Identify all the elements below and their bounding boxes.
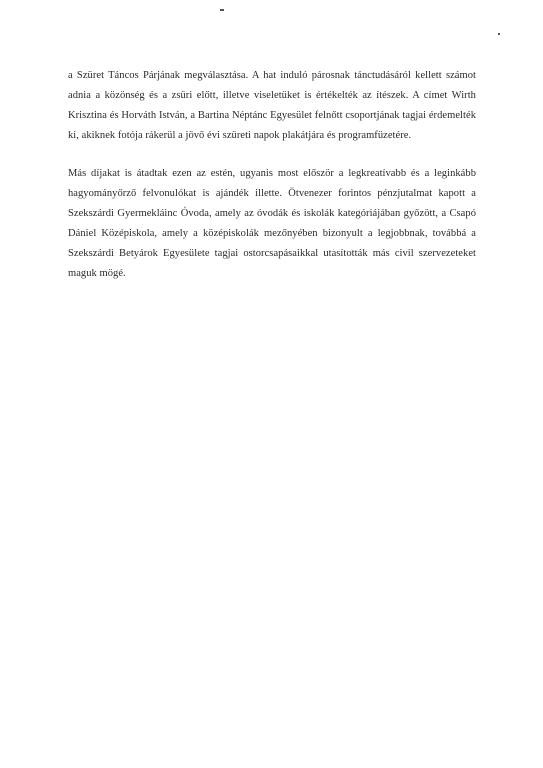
paragraph-2-line-5: Szekszárdi Betyárok Egyesülete tagjai ostorcsapásaikkal utasították más civil szervezeteket — [68, 248, 476, 259]
paragraph-2 — [68, 164, 476, 284]
paragraph-1-line-4: ki, akiknek fotója rákerül a jövő évi szüreti napok plakátjára és programfüzetére. — [68, 130, 412, 141]
paragraph-1-line-3: Krisztina és Horváth István, a Bartina Néptánc Egyesület felnőtt csoportjának tagjai érdemelték — [68, 110, 476, 121]
paragraph-2-line-2: hagyományőrző felvonulókat is ajándék illette. Ötvenezer forintos pénzjutalmat kapott a — [68, 188, 476, 199]
paragraph-1-line-1: a Szüret Táncos Párjának megválasztása. A hat induló párosnak tánctudásáról kellett számot — [68, 70, 476, 81]
scan-speck-top — [220, 9, 224, 11]
body-text — [68, 66, 476, 284]
paragraph-2-line-3: Szekszárdi Gyermekláinc Óvoda, amely az óvodák és iskolák kategóriájában győzött, a Csapó — [68, 208, 476, 219]
scan-speck-right — [498, 33, 500, 35]
paragraph-1 — [68, 66, 476, 146]
paragraph-1-line-2: adnia a közönség és a zsüri előtt, illetve viseletüket is értékelték az ítészek. A címet Wirth — [68, 90, 476, 101]
paragraph-2-line-4: Dániel Középiskola, amely a középiskolák mezőnyében bizonyult a legjobbnak, továbbá a — [68, 228, 476, 239]
paragraph-2-line-6: maguk mögé. — [68, 268, 126, 279]
paragraph-2-line-1: Más díjakat is átadtak ezen az estén, ugyanis most először a legkreatívabb és a leginkább — [68, 168, 476, 179]
